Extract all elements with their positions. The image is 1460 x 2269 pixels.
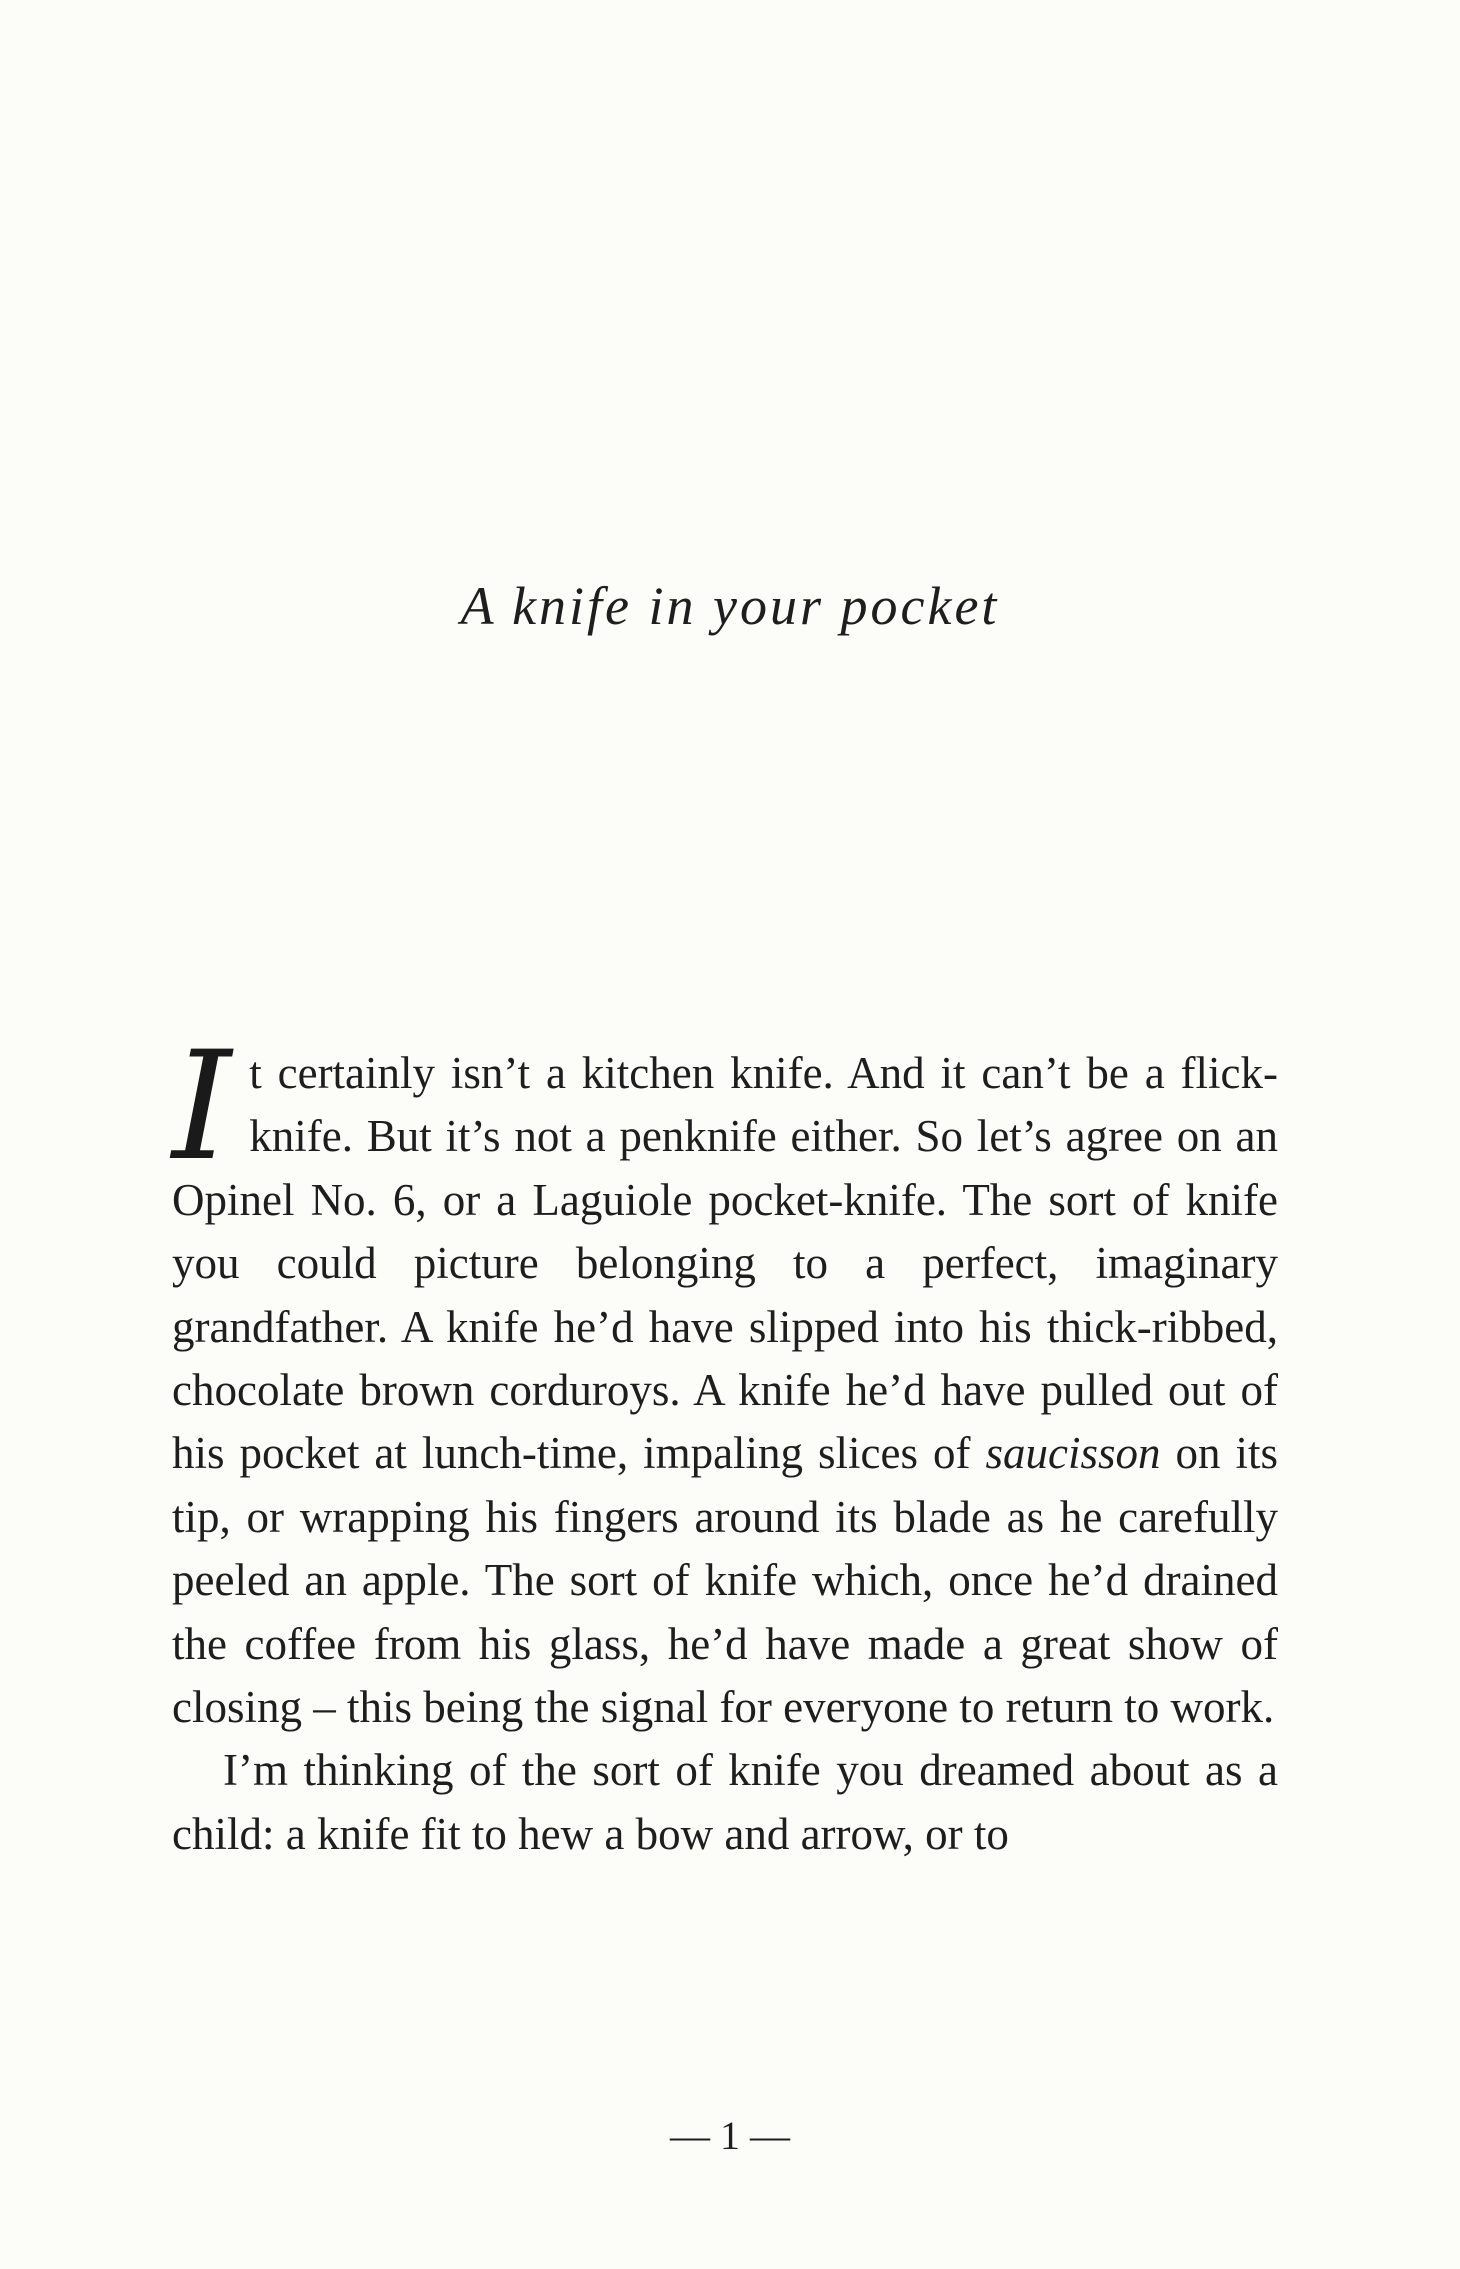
drop-cap: I [172,1020,232,1194]
body-text [172,1020,1278,1866]
page-number: — 1 — [670,2113,790,2158]
italic-word: saucisson [985,1428,1161,1479]
paragraph-2: I’m thinking of the sort of knife you dreamed about as a child: a knife fit to hew a bow and arrow, or to [172,1745,1278,1859]
paragraph-1-text-b: on its tip, or wrapping his fingers around its blade as he carefully peeled an apple. The sort of knife which, once he’d drained the coffee from his glass, he’d have made a great show of closing – this being the signal for everyone to return to work. [172,1428,1278,1733]
chapter-title: A knife in your pocket [460,576,1000,636]
paragraph-1 [172,1020,1278,1739]
paragraph-1-text-a: t certainly isn’t a kitchen knife. And it can’t be a flick-knife. But it’s not a penknife either. So let’s agree on an Opinel No. 6, or a Laguiole pocket-knife. The sort of knife you could picture belonging to a perfect, imaginary grandfather. A knife he’d have slipped into his thick-ribbed, chocolate brown corduroys. A knife he’d have pulled out of his pocket at lunch-time, impaling slices of [172,1048,1278,1479]
